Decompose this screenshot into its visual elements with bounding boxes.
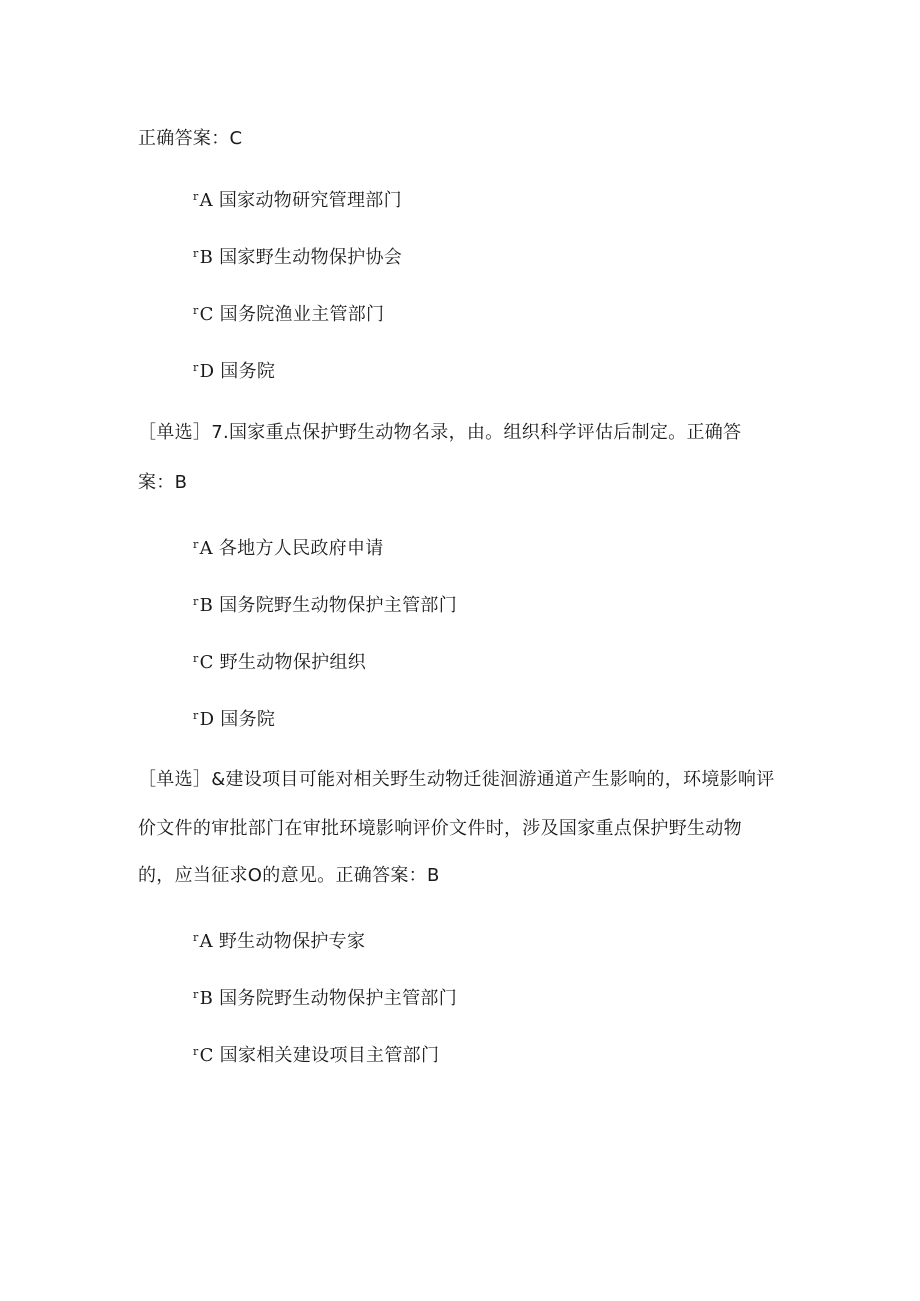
option-mark: r xyxy=(193,595,199,608)
option-mark: r xyxy=(193,931,199,944)
option-mark: r xyxy=(193,361,199,374)
option-mark: r xyxy=(193,1045,199,1058)
q8-option-c xyxy=(193,1040,439,1068)
option-letter: D xyxy=(199,709,215,730)
q7-question-line-2: 案：B xyxy=(138,472,188,493)
option-text: 国务院 xyxy=(220,709,276,730)
option-text: 国家动物研究管理部门 xyxy=(218,190,402,211)
option-letter: B xyxy=(199,595,214,616)
option-mark: r xyxy=(193,247,199,260)
q6-option-d xyxy=(193,356,275,384)
option-mark: r xyxy=(193,538,199,551)
option-text: 国家野生动物保护协会 xyxy=(219,247,403,268)
q6-option-c xyxy=(193,299,384,327)
q8-question-line-1: ［单选］&建设项目可能对相关野生动物迁徙洄游通道产生影响的，环境影响评 xyxy=(138,769,775,790)
q7-option-d xyxy=(193,704,275,732)
option-text: 野生动物保护组织 xyxy=(219,652,367,673)
option-letter: B xyxy=(199,988,214,1009)
q8-question-line-2: 价文件的审批部门在审批环境影响评价文件时，涉及国家重点保护野生动物 xyxy=(138,818,742,839)
option-letter: C xyxy=(199,652,214,673)
option-text: 国务院渔业主管部门 xyxy=(219,304,385,325)
q7-option-a xyxy=(193,533,384,561)
q8-option-a xyxy=(193,926,365,954)
q7-question-line-1: ［单选］7.国家重点保护野生动物名录，由。组织科学评估后制定。正确答 xyxy=(138,422,742,443)
q6-option-a xyxy=(193,185,402,213)
option-letter: C xyxy=(199,1045,214,1066)
option-text: 国务院野生动物保护主管部门 xyxy=(219,595,457,616)
option-text: 野生动物保护专家 xyxy=(218,931,366,952)
q6-option-b xyxy=(193,242,402,270)
option-letter: B xyxy=(199,247,214,268)
option-mark: r xyxy=(193,190,199,203)
q7-option-c xyxy=(193,647,366,675)
option-text: 国务院 xyxy=(220,361,276,382)
option-mark: r xyxy=(193,652,199,665)
option-letter: A xyxy=(199,931,213,952)
option-text: 国家相关建设项目主管部门 xyxy=(219,1045,440,1066)
option-letter: A xyxy=(199,538,213,559)
option-mark: r xyxy=(193,709,199,722)
q8-option-b xyxy=(193,983,457,1011)
option-letter: C xyxy=(199,304,214,325)
previous-answer-line: 正确答案：C xyxy=(138,128,243,149)
option-mark: r xyxy=(193,988,199,1001)
q7-option-b xyxy=(193,590,457,618)
option-letter: A xyxy=(199,190,213,211)
option-text: 各地方人民政府申请 xyxy=(218,538,384,559)
option-letter: D xyxy=(199,361,215,382)
option-mark: r xyxy=(193,304,199,317)
option-text: 国务院野生动物保护主管部门 xyxy=(219,988,457,1009)
q8-question-line-3: 的，应当征求O的意见。正确答案：B xyxy=(138,865,440,886)
